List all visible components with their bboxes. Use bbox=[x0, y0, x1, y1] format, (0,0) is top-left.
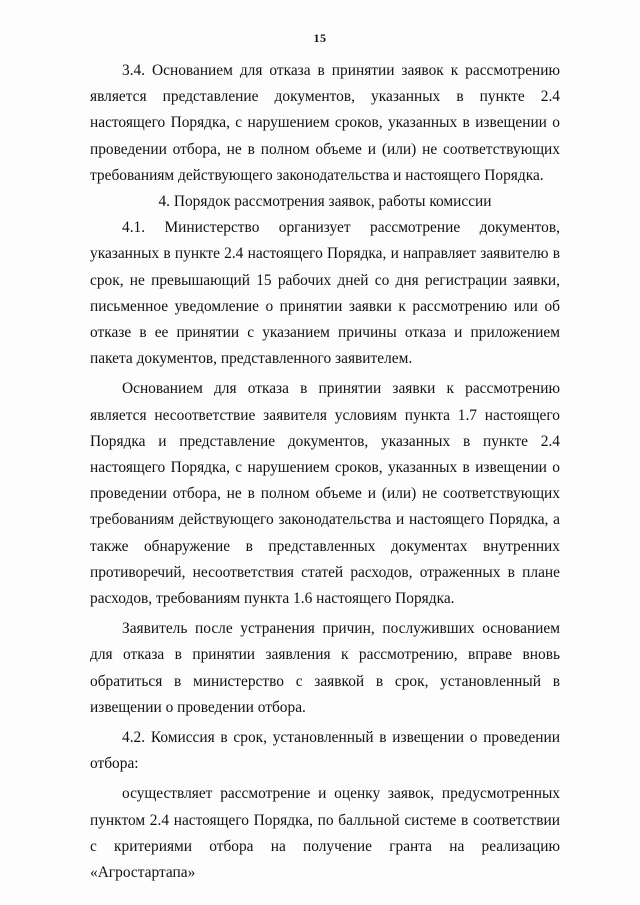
paragraph-4-2: 4.2. Комиссия в срок, установленный в извещении о проведении отбора: bbox=[90, 729, 560, 773]
page-number: 15 bbox=[313, 31, 327, 45]
paragraph-3-4: 3.4. Основанием для отказа в принятии заявок к рассмотрению является представление документов, указанных в пункте 2.4 настоящего Порядка, с нарушением сроков, указанных в извещении о проведении отбора, не в полном объеме и (или) не соответствующих требованиям действующего законодательства и настоящего Порядка. bbox=[90, 62, 560, 184]
document-body bbox=[90, 58, 560, 886]
paragraph-reapplication: Заявитель после устранения причин, послуживших основанием для отказа в принятии заявления к рассмотрению, вправе вновь обратиться в министерство с заявкой в срок, установленный в извещении о проведении отбора. bbox=[90, 620, 560, 716]
section-heading-4: 4. Порядок рассмотрения заявок, работы комиссии bbox=[158, 193, 492, 211]
paragraph-4-1: 4.1. Министерство организует рассмотрение документов, указанных в пункте 2.4 настоящего Порядка, и направляет заявителю в срок, не превышающий 15 рабочих дней со дня регистрации заявки, письменное уведомление о принятии заявки к рассмотрению или об отказе в ее принятии с указанием причины отказа и приложением пакета документов, представленного заявителем. bbox=[90, 219, 560, 368]
paragraph-refusal-grounds: Основанием для отказа в принятии заявки к рассмотрению является несоответствие заявителя условиям пункта 1.7 настоящего Порядка и представление документов, указанных в пункте 2.4 настоящего Порядка, с нарушением сроков, указанных в извещении о проведении отбора, не в полном объеме и (или) не соответствующих требованиям действующего законодательства и настоящего Порядка, а также обнаружение в представленных документах внутренних противоречий, несоответствия статей расходов, отраженных в плане расходов, требованиям пункта 1.6 настоящего Порядка. bbox=[90, 380, 560, 608]
paragraph-4-2-item: осуществляет рассмотрение и оценку заявок, предусмотренных пунктом 2.4 настоящего Порядка, по балльной системе в соответствии с критериями отбора на получение гранта на реализацию «Агростартапа» bbox=[90, 785, 560, 882]
